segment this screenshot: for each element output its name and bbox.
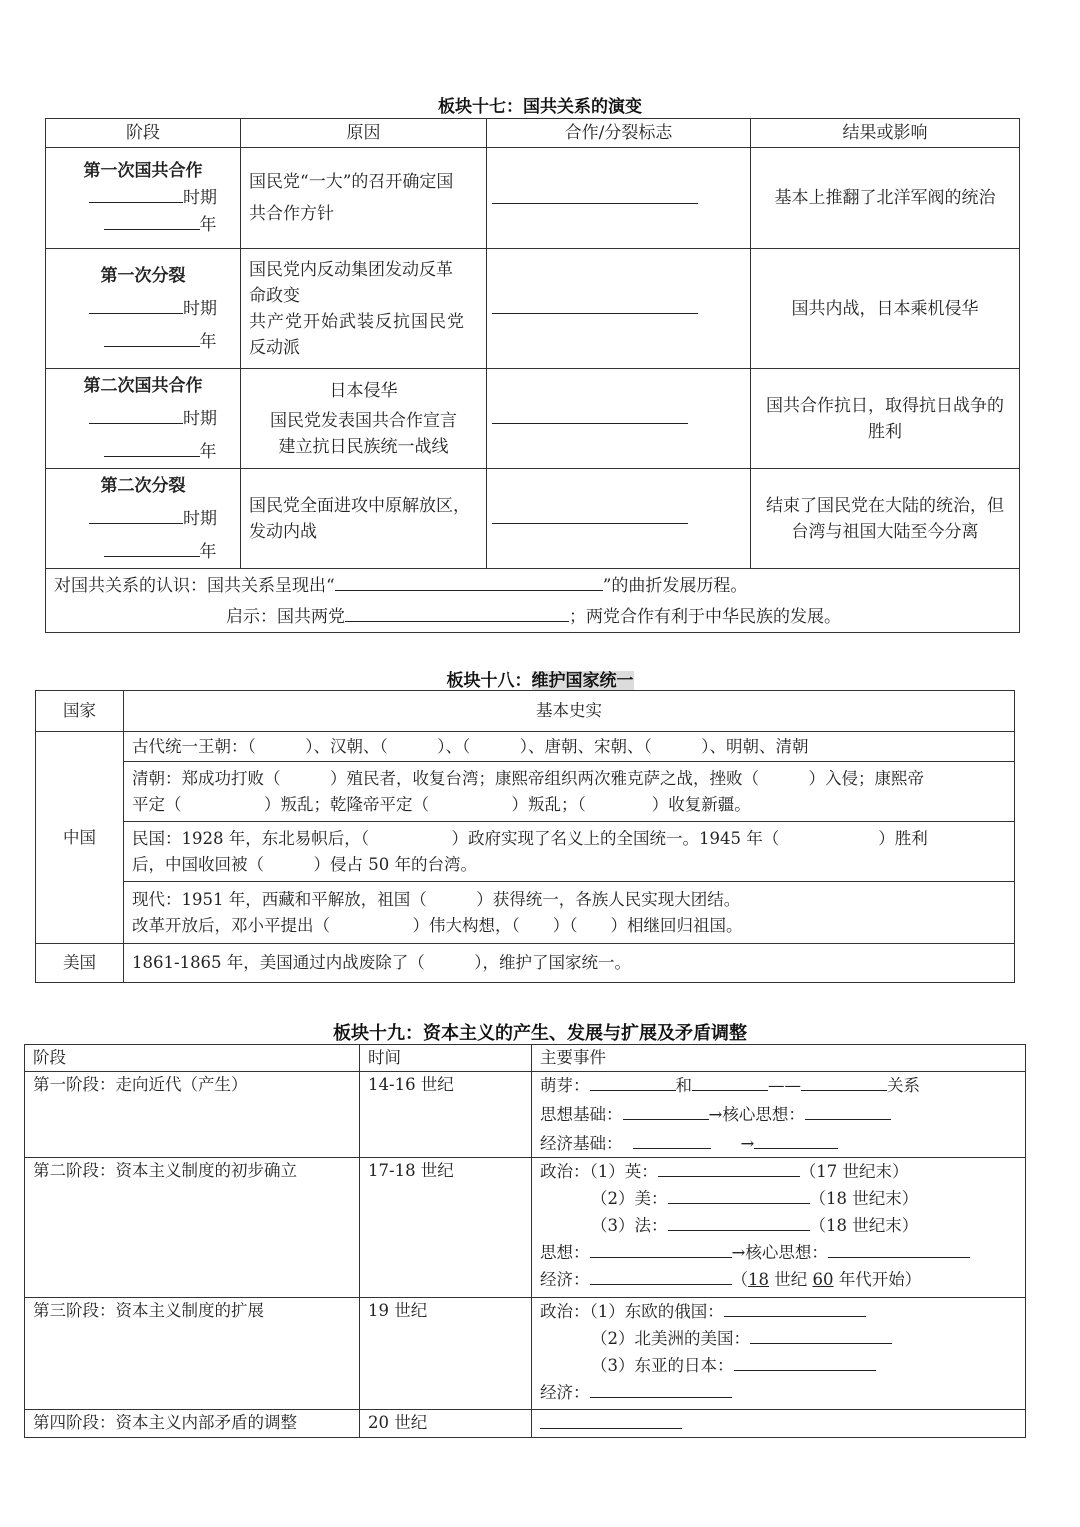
- stage-cell: 第二次国共合作 时期 年: [46, 369, 241, 469]
- table-row: [46, 249, 1020, 369]
- sprout-blank-1[interactable]: [590, 1072, 676, 1091]
- table-row: [46, 369, 1020, 469]
- section17-title: 板块十七：国共关系的演变: [438, 97, 642, 117]
- lesson-blank[interactable]: [345, 603, 569, 622]
- symbol-blank[interactable]: [492, 405, 688, 424]
- fact-modern: 现代：1951 年，西藏和平解放，祖国（ ）获得统一，各族人民实现大团结。 改革开放后，邓小平提出（ ）伟大构想，（ ）（ ）相继回归祖国。: [124, 882, 1015, 944]
- result-cell: 基本上推翻了北洋军阀的统治: [751, 148, 1020, 249]
- reason-cell: 国民党内反动集团发动反革 命政变 共产党开始武装反抗国民党 反动派: [241, 249, 487, 369]
- period-blank[interactable]: [89, 505, 183, 524]
- relation-pattern-blank[interactable]: [335, 572, 603, 591]
- symbol-blank[interactable]: [492, 185, 698, 204]
- section18-title: 板块十八：维护国家统一: [446, 671, 634, 691]
- stage-cell: 第四阶段：资本主义内部矛盾的调整: [25, 1410, 360, 1438]
- table-row: [46, 469, 1020, 569]
- year-blank[interactable]: [104, 538, 200, 557]
- stage-cell: 第三阶段：资本主义制度的扩展: [25, 1298, 360, 1410]
- header-stage: 阶段: [25, 1045, 360, 1072]
- thought-basis-blank[interactable]: [623, 1101, 709, 1120]
- period-blank[interactable]: [89, 184, 183, 203]
- stage-cell: 第二阶段：资本主义制度的初步确立: [25, 1158, 360, 1298]
- japan-blank[interactable]: [734, 1352, 876, 1371]
- reason-cell: 日本侵华 国民党发表国共合作宣言 建立抗日民族统一战线: [241, 369, 487, 469]
- stage-name: 第一次分裂: [100, 265, 186, 286]
- america-blank[interactable]: [750, 1325, 892, 1344]
- events-cell: [532, 1410, 1026, 1438]
- symbol-cell: [487, 249, 751, 369]
- thought-blank[interactable]: [590, 1239, 732, 1258]
- fact-qing: 清朝：郑成功打败（ ）殖民者，收复台湾；康熙帝组织两次雅克萨之战，挫败（ ）入侵；康熙帝 平定（ ）叛乱；乾隆帝平定（ ）叛乱；（ ）收复新疆。: [124, 762, 1015, 822]
- time-cell: 19 世纪: [360, 1298, 532, 1410]
- kmt-cpc-relations-table: [45, 118, 1020, 633]
- fr-blank[interactable]: [668, 1212, 810, 1231]
- uk-blank[interactable]: [658, 1158, 800, 1177]
- stage-cell: 第二次分裂 时期 年: [46, 469, 241, 569]
- stage-cell: 第一次分裂 时期 年: [46, 249, 241, 369]
- table-row: [25, 1158, 1026, 1298]
- stage-name: 第一次国共合作: [83, 161, 203, 181]
- russia-blank[interactable]: [724, 1298, 866, 1317]
- fact-usa: 1861-1865 年，美国通过内战废除了（ ），维护了国家统一。: [124, 944, 1015, 983]
- econ-blank[interactable]: [590, 1266, 732, 1285]
- econ-blank[interactable]: [590, 1379, 732, 1398]
- time-cell: 20 世纪: [360, 1410, 532, 1438]
- summary-cell: 对国共关系的认识：国共关系呈现出“ ”的曲折发展历程。 启示：国共两党 ；两党合作有利于中华民族的发展。: [46, 569, 1020, 633]
- symbol-cell: [487, 469, 751, 569]
- period-blank[interactable]: [89, 405, 183, 424]
- events-cell: 萌芽： 和 —— 关系 思想基础： →核心思想： 经济基础： →: [532, 1072, 1026, 1158]
- sprout-blank-3[interactable]: [801, 1072, 887, 1091]
- country-china: 中国: [36, 732, 124, 944]
- econ-basis-blank-2[interactable]: [754, 1130, 838, 1149]
- summary-row: [46, 569, 1020, 633]
- period-blank[interactable]: [89, 295, 183, 314]
- symbol-blank[interactable]: [492, 505, 688, 524]
- fact-republic: 民国：1928 年，东北易帜后，（ ）政府实现了名义上的全国统一。1945 年（ ）胜利 后，中国收回被（ ）侵占 50 年的台湾。: [124, 822, 1015, 882]
- symbol-cell: [487, 148, 751, 249]
- table-row: [46, 148, 1020, 249]
- national-unity-table: [35, 690, 1015, 983]
- time-cell: 17-18 世纪: [360, 1158, 532, 1298]
- year-blank[interactable]: [104, 211, 200, 230]
- result-cell: 结束了国民党在大陆的统治，但 台湾与祖国大陆至今分离: [751, 469, 1020, 569]
- table-row: [25, 1298, 1026, 1410]
- sprout-blank-2[interactable]: [692, 1072, 768, 1091]
- table-row: [25, 1072, 1026, 1158]
- header-country: 国家: [36, 691, 124, 732]
- year-blank[interactable]: [104, 438, 200, 457]
- header-stage: 阶段: [46, 119, 241, 148]
- time-cell: 14-16 世纪: [360, 1072, 532, 1158]
- symbol-cell: [487, 369, 751, 469]
- reason-cell: 国民党全面进攻中原解放区， 发动内战: [241, 469, 487, 569]
- adjustment-blank[interactable]: [540, 1410, 682, 1429]
- capitalism-table: [24, 1044, 1026, 1438]
- us-blank[interactable]: [668, 1185, 810, 1204]
- events-cell: 政治：（1）东欧的俄国： （2）北美洲的美国： （3）东亚的日本： 经济：: [532, 1298, 1026, 1410]
- reason-cell: 国民党“一大”的召开确定国 共合作方针: [241, 148, 487, 249]
- stage-cell: 第一阶段：走向近代（产生）: [25, 1072, 360, 1158]
- header-result: 结果或影响: [751, 119, 1020, 148]
- fact-ancient: 古代统一王朝：（ ）、汉朝、（ ）、（ ）、唐朝、宋朝、（ ）、明朝、清朝: [124, 732, 1015, 762]
- core-thought-blank[interactable]: [828, 1239, 970, 1258]
- result-cell: 国共合作抗日，取得抗日战争的 胜利: [751, 369, 1020, 469]
- country-usa: 美国: [36, 944, 124, 983]
- symbol-blank[interactable]: [492, 295, 698, 314]
- stage-cell: 第一次国共合作 时期 年: [46, 148, 241, 249]
- stage-name: 第二次分裂: [100, 475, 186, 496]
- section19-title: 板块十九：资本主义的产生、发展与扩展及矛盾调整: [333, 1023, 747, 1044]
- header-facts: 基本史实: [124, 691, 1015, 732]
- table-row: [25, 1410, 1026, 1438]
- core-thought-blank[interactable]: [805, 1101, 891, 1120]
- header-events: 主要事件: [532, 1045, 1026, 1072]
- result-cell: 国共内战，日本乘机侵华: [751, 249, 1020, 369]
- econ-basis-blank-1[interactable]: [633, 1130, 711, 1149]
- stage-name: 第二次国共合作: [83, 375, 203, 396]
- events-cell: 政治：（1）英： （17 世纪末） （2）美： （18 世纪末） （3）法： （18 世纪末） 思想： →核心思想： 经济： （18 世纪 60 年代开始）: [532, 1158, 1026, 1298]
- header-time: 时间: [360, 1045, 532, 1072]
- header-symbol: 合作/分裂标志: [487, 119, 751, 148]
- header-reason: 原因: [241, 119, 487, 148]
- year-blank[interactable]: [104, 328, 200, 347]
